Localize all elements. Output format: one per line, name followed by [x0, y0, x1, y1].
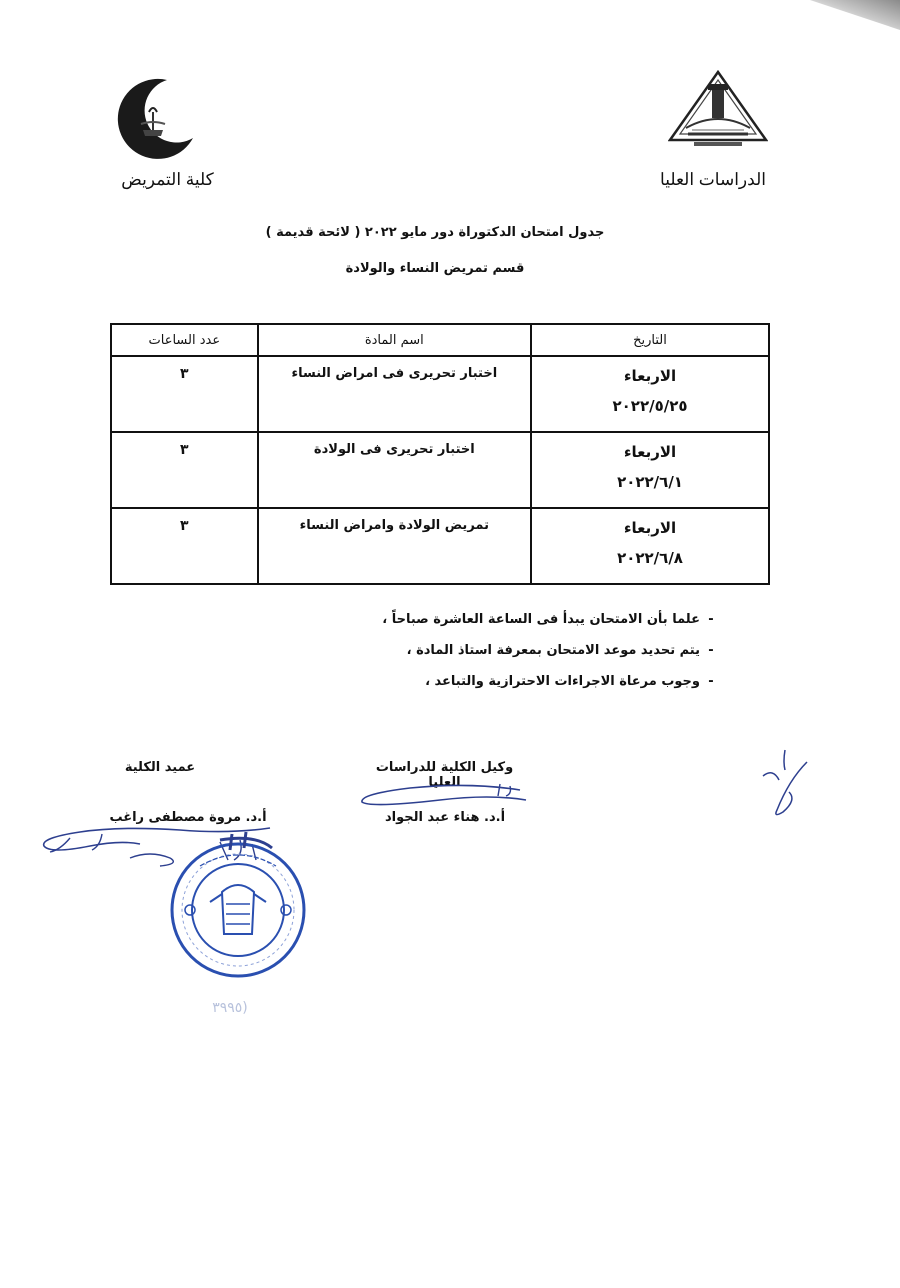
table-row — [111, 356, 769, 432]
notes-list — [382, 612, 722, 705]
exam-day: الاربعاء — [623, 519, 677, 537]
cell-hours — [111, 508, 258, 584]
header-hours: عدد الساعات — [111, 324, 258, 356]
cell-date — [531, 432, 769, 508]
scan-corner-shadow — [810, 0, 900, 30]
note-text: وجوب مرعاة الاجراءات الاحترازية والتباعد ، — [425, 674, 700, 689]
cell-subject — [258, 508, 531, 584]
exam-subject: تمريض الولادة وامراض النساء — [299, 518, 490, 533]
table-row — [111, 508, 769, 584]
header-date: التاريخ — [531, 324, 769, 356]
exam-hours: ٣ — [180, 518, 189, 534]
note-text: علما بأن الامتحان يبدأ فى الساعة العاشرة صباحاً ، — [382, 612, 700, 627]
exam-schedule-table — [110, 323, 770, 585]
dean-title: عميد الكلية — [124, 760, 196, 775]
department-title: قسم تمريض النساء والولادة — [345, 261, 525, 276]
exam-subject: اختبار تحريرى فى امراض النساء — [291, 366, 498, 381]
university-seal-stamp — [160, 830, 315, 980]
note-item — [382, 643, 722, 674]
vice-dean-name: أ.د. هناء عبد الجواد — [384, 810, 506, 825]
exam-day: الاربعاء — [623, 367, 677, 385]
exam-subject: اختبار تحريرى فى الولادة — [313, 442, 475, 457]
exam-hours: ٣ — [180, 366, 189, 382]
exam-hours: ٣ — [180, 442, 189, 458]
cell-subject — [258, 432, 531, 508]
stamp-number: (٣٩٩٥ — [212, 1000, 248, 1016]
bullet-dash: - — [708, 643, 714, 658]
cell-date — [531, 508, 769, 584]
dean-name: أ.د. مروة مصطفى راغب — [109, 810, 267, 825]
bullet-dash: - — [708, 674, 714, 689]
note-item — [382, 674, 722, 705]
exam-day: الاربعاء — [623, 443, 677, 461]
document-title: جدول امتحان الدكتوراة دور مايو ٢٠٢٢ ( لائحة قديمة ) — [265, 225, 605, 240]
cell-subject — [258, 356, 531, 432]
cell-hours — [111, 356, 258, 432]
nursing-faculty-logo — [105, 72, 200, 167]
table-row — [111, 432, 769, 508]
exam-date: ٢٠٢٢/٦/٨ — [617, 549, 683, 567]
note-item — [382, 612, 722, 643]
exam-date: ٢٠٢٢/٥/٢٥ — [612, 397, 688, 415]
faculty-name: كلية التمريض — [121, 170, 214, 189]
vice-dean-title: وكيل الكلية للدراسات العليا — [375, 760, 514, 790]
benha-university-logo — [668, 70, 768, 150]
cell-hours — [111, 432, 258, 508]
handwritten-initial — [755, 740, 815, 820]
table-header-row — [111, 324, 769, 356]
header-subject: اسم المادة — [258, 324, 531, 356]
note-text: يتم تحديد موعد الامتحان بمعرفة استاذ المادة ، — [406, 643, 700, 658]
postgraduate-office: الدراسات العليا — [660, 170, 766, 189]
exam-date: ٢٠٢٢/٦/١ — [617, 473, 683, 491]
bullet-dash: - — [708, 612, 714, 627]
cell-date — [531, 356, 769, 432]
